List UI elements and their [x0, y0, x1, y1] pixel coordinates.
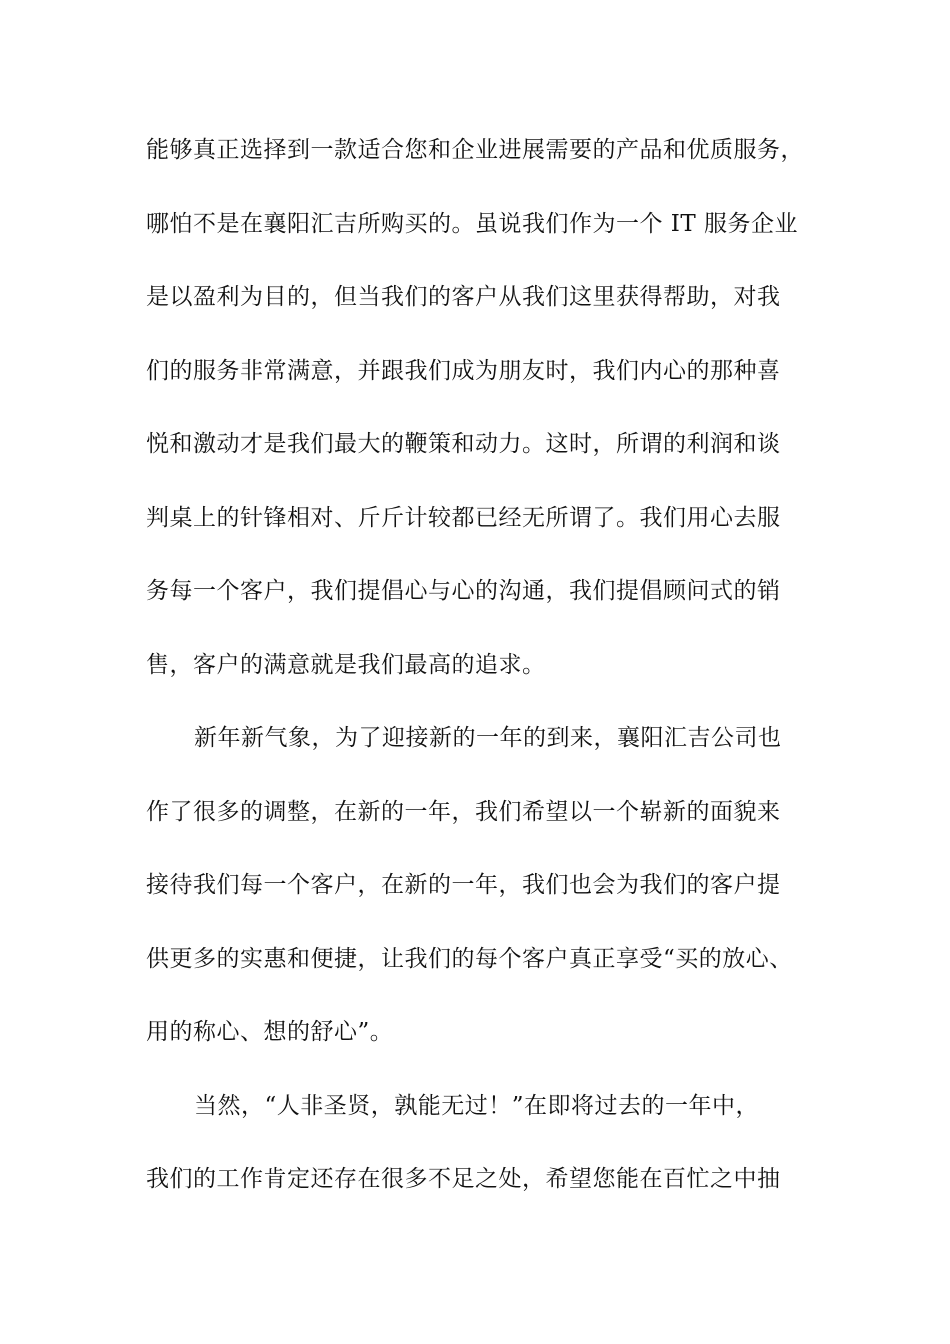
text-line-9: 新年新气象，为了迎接新的一年的到来，襄阳汇吉公司也 — [194, 725, 782, 751]
text-line-7: 务每一个客户，我们提倡心与心的沟通，我们提倡顾问式的销 — [146, 578, 781, 604]
text-line-5: 悦和激动才是我们最大的鞭策和动力。这时，所谓的利润和谈 — [146, 431, 781, 457]
body-text — [146, 132, 826, 1235]
text-line-15: 我们的工作肯定还存在很多不足之处，希望您能在百忙之中抽 — [146, 1166, 781, 1192]
text-line-8: 售，客户的满意就是我们最高的追求。 — [146, 651, 546, 678]
text-line-3: 是以盈利为目的，但当我们的客户从我们这里获得帮助，对我 — [146, 284, 781, 310]
text-line-14: 当然，“人非圣贤，孰能无过！”在即将过去的一年中， — [194, 1092, 760, 1119]
text-line-6: 判桌上的针锋相对、斤斤计较都已经无所谓了。我们用心去服 — [146, 504, 781, 531]
text-line-11: 接待我们每一个客户，在新的一年，我们也会为我们的客户提 — [146, 872, 781, 898]
text-line-10: 作了很多的调整，在新的一年，我们希望以一个崭新的面貌来 — [146, 798, 781, 825]
text-line-2: 哪怕不是在襄阳汇吉所购买的。虽说我们作为一个 IT 服务企业 — [146, 210, 799, 237]
text-line-4: 们的服务非常满意，并跟我们成为朋友时，我们内心的那种喜 — [146, 357, 781, 384]
text-line-13: 用的称心、想的舒心”。 — [146, 1019, 394, 1045]
text-line-1: 能够真正选择到一款适合您和企业进展需要的产品和优质服务， — [146, 137, 804, 163]
text-line-12: 供更多的实惠和便捷，让我们的每个客户真正享受“买的放心、 — [146, 945, 793, 972]
